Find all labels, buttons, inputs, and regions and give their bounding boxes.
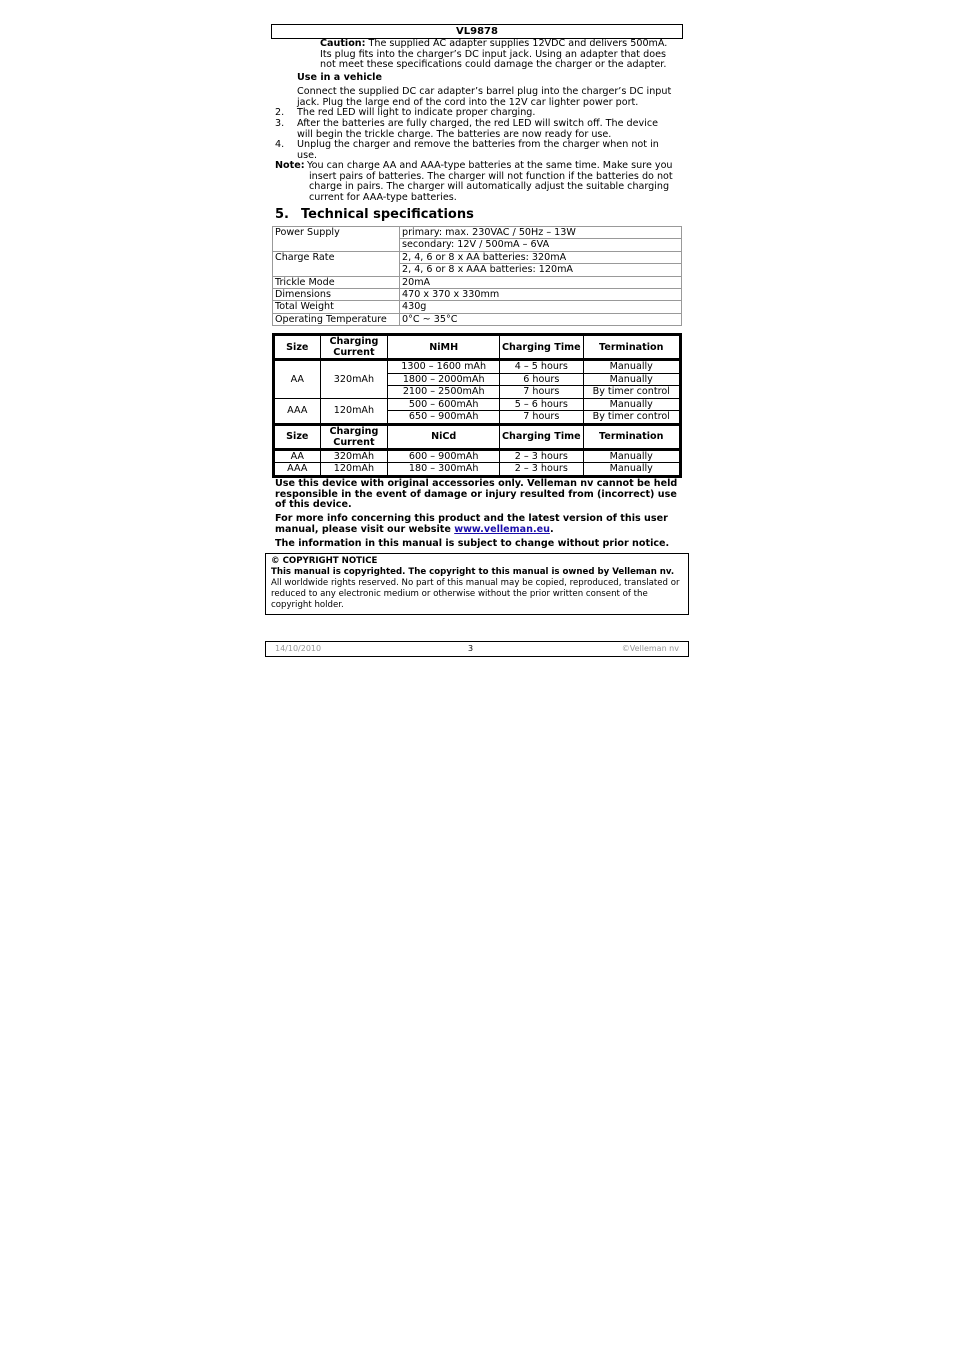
spec-value: 430g: [400, 301, 682, 313]
spec-key: Operating Temperature: [273, 313, 400, 325]
table-header-row: [274, 335, 681, 360]
copyright-title: © COPYRIGHT NOTICE: [271, 556, 378, 566]
current-cell: 120mAh: [320, 463, 388, 477]
accessories-paragraph: Use this device with original accessories only. Velleman nv cannot be held responsible in the event of damage or injury resulted from (incorrect) use of this device.: [275, 478, 678, 511]
table-row: [273, 276, 682, 288]
section-title: Technical specifications: [301, 207, 474, 222]
spec-key: Power Supply: [273, 227, 400, 252]
column-header: Termination: [583, 335, 681, 360]
termination-cell: Manually: [583, 373, 681, 386]
time-cell: 6 hours: [500, 373, 583, 386]
copyright-box: [265, 553, 689, 615]
column-header: Charging Time: [500, 424, 583, 449]
info-paragraph: [275, 514, 680, 535]
time-cell: 4 – 5 hours: [500, 360, 583, 374]
table-header-row: [274, 424, 681, 449]
time-cell: 2 – 3 hours: [500, 463, 583, 477]
note-label: Note:: [275, 160, 305, 171]
column-header: NiMH: [388, 335, 500, 360]
table-row: [273, 313, 682, 325]
time-cell: 7 hours: [500, 386, 583, 399]
step-number: 4.: [275, 139, 285, 150]
capacity-cell: 1800 – 2000mAh: [388, 373, 500, 386]
column-header: Size: [274, 424, 321, 449]
model-header: VL9878: [271, 24, 683, 39]
website-link[interactable]: www.velleman.eu: [454, 523, 550, 535]
footer-owner: ©Velleman nv: [621, 644, 679, 653]
page-footer: [265, 641, 689, 657]
spec-value: 20mA: [400, 276, 682, 288]
step-text: The red LED will light to indicate proper charging.: [297, 107, 536, 118]
spec-value: 2, 4, 6 or 8 x AAA batteries: 120mA: [400, 264, 682, 276]
copyright-bold: This manual is copyrighted. The copyright to this manual is owned by Velleman nv.: [271, 567, 675, 577]
size-cell: AAA: [274, 463, 321, 477]
copyright-body: [271, 567, 683, 611]
step-text: After the batteries are fully charged, the red LED will switch off. The device will begin the trickle charge. The batteries are now ready for use.: [297, 118, 659, 140]
spec-key: Total Weight: [273, 301, 400, 313]
termination-cell: By timer control: [583, 411, 681, 425]
termination-cell: Manually: [583, 449, 681, 463]
spec-key: Charge Rate: [273, 251, 400, 276]
table-row: [273, 251, 682, 263]
table-row: [274, 449, 681, 463]
size-cell: AA: [274, 360, 321, 399]
battery-table: [272, 333, 682, 478]
section-number: 5.: [275, 207, 289, 222]
termination-cell: Manually: [583, 463, 681, 477]
page-number: 3: [468, 644, 474, 653]
time-cell: 5 – 6 hours: [500, 398, 583, 411]
spec-value: 2, 4, 6 or 8 x AA batteries: 320mA: [400, 251, 682, 263]
table-row: [274, 463, 681, 477]
column-header: Size: [274, 335, 321, 360]
vehicle-heading: Use in a vehicle: [297, 72, 382, 83]
vehicle-text: Connect the supplied DC car adapter’s barrel plug into the charger’s DC input jack. Plug the large end of the cord into the 12V car lighter power port.: [297, 86, 672, 108]
spec-value: 470 x 370 x 330mm: [400, 288, 682, 300]
spec-key: Dimensions: [273, 288, 400, 300]
spec-table: [272, 226, 682, 326]
table-row: [273, 227, 682, 239]
table-row: [274, 360, 681, 374]
step-text: Unplug the charger and remove the batteries from the charger when not in use.: [297, 139, 659, 161]
info-text: For more info concerning this product and the latest version of this user manual, please visit our website: [275, 513, 668, 535]
spec-key: Trickle Mode: [273, 276, 400, 288]
column-header: Charging Current: [320, 335, 388, 360]
termination-cell: Manually: [583, 398, 681, 411]
column-header: Charging Time: [500, 335, 583, 360]
step-number: 2.: [275, 107, 285, 118]
capacity-cell: 650 – 900mAh: [388, 411, 500, 425]
column-header: Termination: [583, 424, 681, 449]
note-text: You can charge AA and AAA-type batteries at the same time. Make sure you insert pairs of batteries. The charger will not function if the batteries do not charge in pairs. The charger will automatically adjust the suitable charging current for AAA-type batteries.: [307, 160, 673, 203]
capacity-cell: 500 – 600mAh: [388, 398, 500, 411]
caution-text: The supplied AC adapter supplies 12VDC and delivers 500mA. Its plug fits into the charger’s DC input jack. Using an adapter that does not meet these specifications could damage the charger or the adapter.: [320, 38, 668, 71]
table-row: [274, 398, 681, 411]
table-row: [273, 301, 682, 313]
copyright-text: All worldwide rights reserved. No part of this manual may be copied, reproduced, translated or reduced to any electronic medium or otherwise without the prior written consent of the copyright holder.: [271, 578, 680, 610]
size-cell: AA: [274, 449, 321, 463]
spec-value: primary: max. 230VAC / 50Hz – 13W: [400, 227, 682, 239]
footer-date: 14/10/2010: [275, 644, 322, 653]
termination-cell: By timer control: [583, 386, 681, 399]
capacity-cell: 180 – 300mAh: [388, 463, 500, 477]
time-cell: 2 – 3 hours: [500, 449, 583, 463]
info-end: .: [549, 523, 554, 535]
section-heading: [275, 207, 474, 223]
table-row: [273, 288, 682, 300]
time-cell: 7 hours: [500, 411, 583, 425]
current-cell: 120mAh: [320, 398, 388, 424]
column-header: NiCd: [388, 424, 500, 449]
capacity-cell: 600 – 900mAh: [388, 449, 500, 463]
spec-value: secondary: 12V / 500mA – 6VA: [400, 239, 682, 251]
capacity-cell: 2100 – 2500mAh: [388, 386, 500, 399]
size-cell: AAA: [274, 398, 321, 424]
change-notice: The information in this manual is subject to change without prior notice.: [275, 538, 670, 549]
current-cell: 320mAh: [320, 449, 388, 463]
spec-value: 0°C ~ 35°C: [400, 313, 682, 325]
caution-label: Caution:: [320, 38, 366, 49]
termination-cell: Manually: [583, 360, 681, 374]
column-header: Charging Current: [320, 424, 388, 449]
caution-paragraph: [320, 39, 675, 71]
step-number: 3.: [275, 118, 285, 129]
capacity-cell: 1300 – 1600 mAh: [388, 360, 500, 374]
current-cell: 320mAh: [320, 360, 388, 399]
